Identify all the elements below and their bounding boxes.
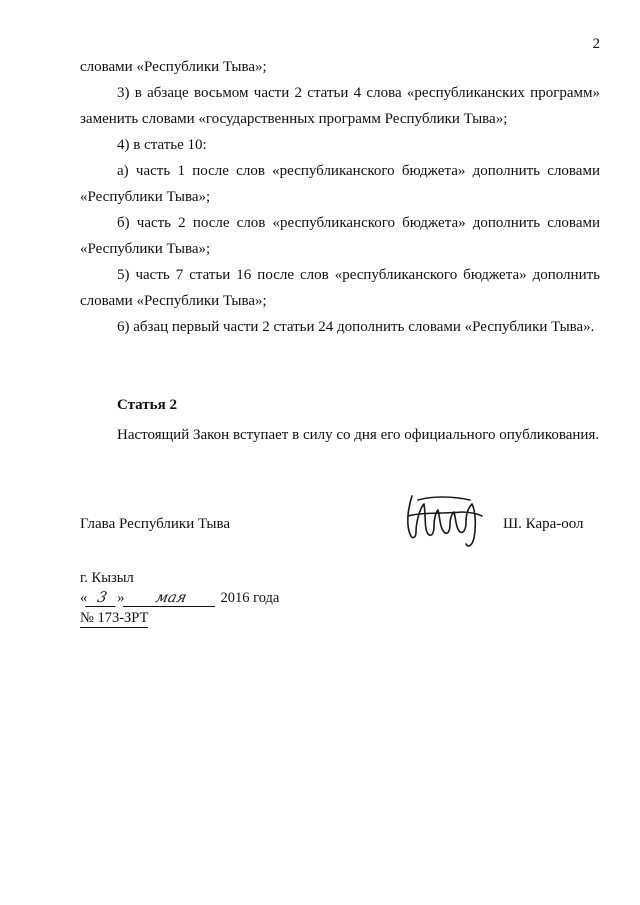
paragraph-2: 3) в абзаце восьмом части 2 статьи 4 слова «республиканских программ» заменить словами «государственных программ Республики Тыва»;: [80, 85, 600, 127]
date-day: 3: [85, 590, 119, 607]
date-line: [80, 588, 279, 608]
paragraph-3: 4) в статье 10:: [117, 137, 207, 153]
date-month: мая: [122, 590, 218, 607]
city-line: г. Кызыл: [80, 570, 134, 586]
document-footer: [80, 568, 279, 628]
paragraph-1: словами «Республики Тыва»;: [80, 59, 267, 75]
page-number: 2: [592, 36, 600, 52]
article-text: Настоящий Закон вступает в силу со дня его официального опубликования.: [117, 427, 600, 443]
law-number: № 173-ЗРТ: [80, 610, 149, 626]
paragraph-5: б) часть 2 после слов «республиканского бюджета» дополнить словами «Республики Тыва»;: [80, 215, 600, 257]
date-open-quote: «: [80, 590, 88, 606]
paragraph-4: а) часть 1 после слов «республиканского бюджета» дополнить словами «Республики Тыва»;: [80, 163, 600, 205]
article-heading: Статья 2: [117, 397, 177, 413]
article-body: [80, 422, 600, 448]
signatory-title: Глава Республики Тыва: [80, 516, 231, 532]
signature-image: [402, 488, 484, 550]
paragraph-6: 5) часть 7 статьи 16 после слов «республиканского бюджета» дополнить словами «Республики Тыва»;: [80, 267, 600, 309]
amendment-list: [80, 54, 600, 340]
signatory-name: Ш. Кара-оол: [503, 516, 584, 532]
paragraph-7: 6) абзац первый части 2 статьи 24 дополнить словами «Республики Тыва».: [117, 319, 595, 335]
date-close-quote: »: [117, 590, 125, 606]
date-year: 2016 года: [220, 590, 280, 606]
